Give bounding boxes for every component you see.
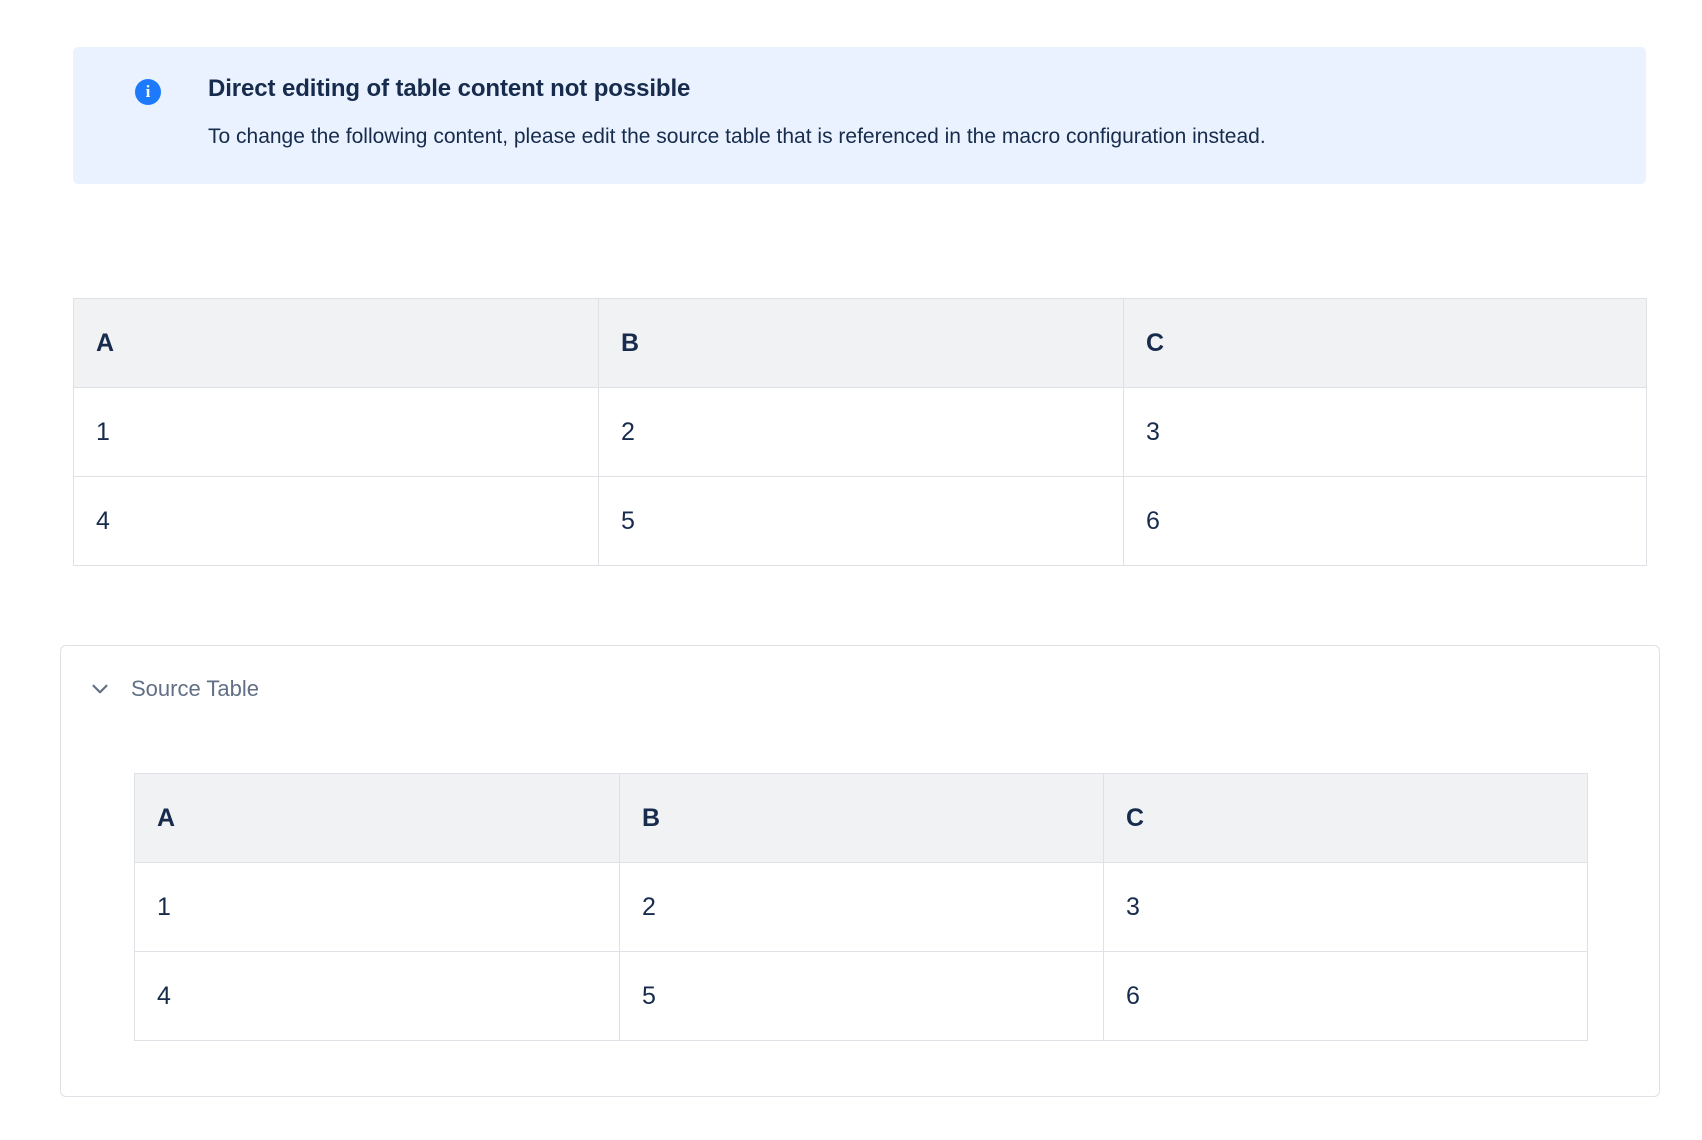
table-row: [135, 952, 1588, 1041]
source-table-wrapper: [134, 773, 1588, 1041]
table-row: [74, 388, 1647, 477]
table-cell: 3: [1124, 388, 1647, 477]
info-banner-text: [208, 75, 1616, 154]
macro-output-table: [73, 298, 1647, 566]
table-cell: 1: [135, 863, 620, 952]
column-header-c: C: [1124, 299, 1647, 388]
table-cell: 2: [599, 388, 1124, 477]
table-header-row: [135, 774, 1588, 863]
table-row: [74, 477, 1647, 566]
table-cell: 5: [599, 477, 1124, 566]
table-cell: 6: [1104, 952, 1588, 1041]
table-cell: 1: [74, 388, 599, 477]
info-banner-title: Direct editing of table content not possible: [208, 75, 691, 102]
info-icon: i: [135, 79, 161, 105]
source-table-panel: [60, 645, 1660, 1097]
column-header-a: A: [135, 774, 620, 863]
column-header-a: A: [74, 299, 599, 388]
table-cell: 4: [135, 952, 620, 1041]
table-cell: 6: [1124, 477, 1647, 566]
info-banner: [73, 47, 1646, 184]
column-header-c: C: [1104, 774, 1588, 863]
source-table-title: Source Table: [131, 676, 260, 701]
source-table-toggle[interactable]: [61, 646, 1659, 702]
column-header-b: B: [599, 299, 1124, 388]
source-table: [134, 773, 1588, 1041]
table-row: [135, 863, 1588, 952]
table-cell: 2: [620, 863, 1104, 952]
macro-output-table-wrapper: [73, 298, 1647, 566]
table-cell: 3: [1104, 863, 1588, 952]
chevron-down-icon[interactable]: [87, 676, 113, 702]
info-banner-body: To change the following content, please edit the source table that is referenced in the macro configuration instead.: [208, 124, 1266, 148]
table-cell: 4: [74, 477, 599, 566]
column-header-b: B: [620, 774, 1104, 863]
table-cell: 5: [620, 952, 1104, 1041]
table-header-row: [74, 299, 1647, 388]
